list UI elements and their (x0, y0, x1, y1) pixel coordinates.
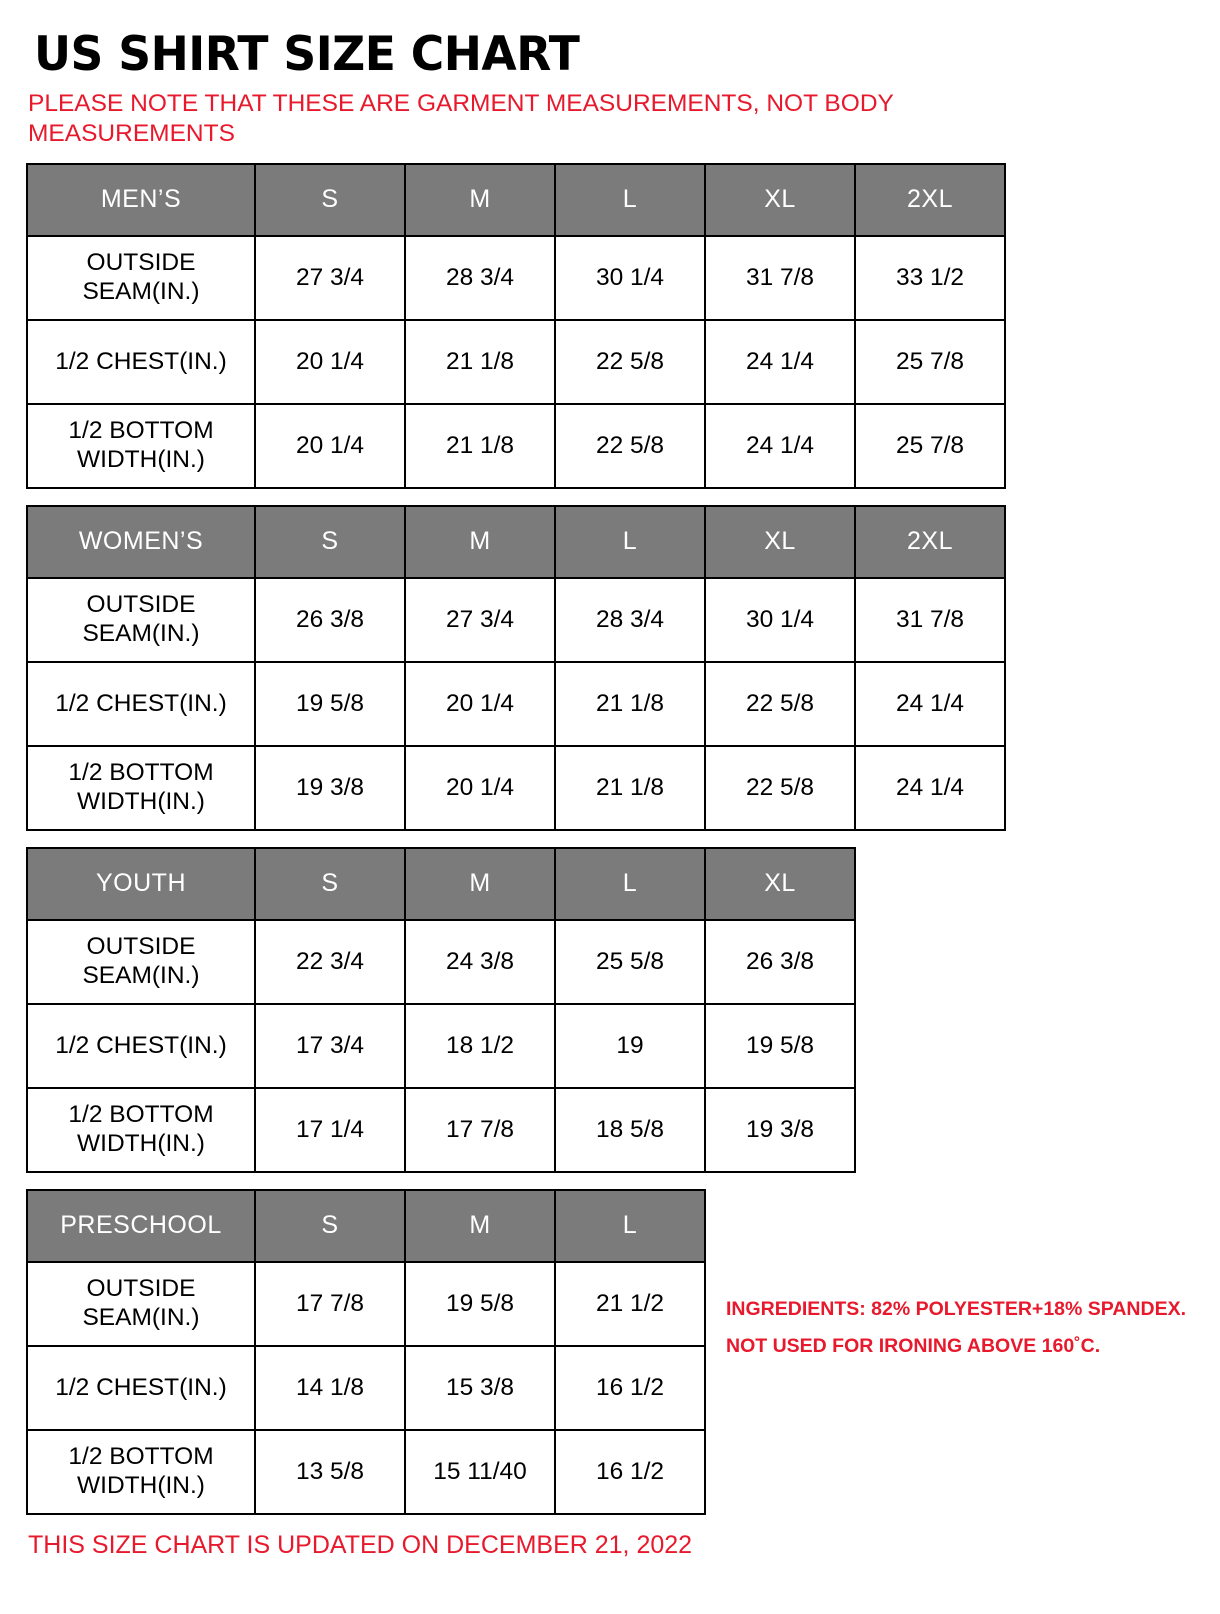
measurement-cell: 13 5/8 (255, 1430, 405, 1514)
measurement-cell: 21 1/8 (555, 662, 705, 746)
table-header-row (27, 1190, 705, 1262)
measurement-cell: 20 1/4 (405, 662, 555, 746)
measurement-cell: 19 3/8 (705, 1088, 855, 1172)
size-header: M (405, 164, 555, 236)
size-header: L (555, 848, 705, 920)
size-header: XL (705, 164, 855, 236)
size-table-youth (26, 847, 856, 1173)
measurement-cell: 14 1/8 (255, 1346, 405, 1430)
measurement-cell: 18 5/8 (555, 1088, 705, 1172)
size-header: 2XL (855, 506, 1005, 578)
table-row (27, 1262, 705, 1346)
row-label: 1/2 BOTTOM WIDTH(IN.) (27, 1088, 255, 1172)
ingredients-line-2: NOT USED FOR IRONING ABOVE 160˚C. (726, 1335, 1101, 1358)
table-row (27, 662, 1005, 746)
measurement-cell: 22 5/8 (555, 320, 705, 404)
row-label: 1/2 CHEST(IN.) (27, 320, 255, 404)
measurement-cell: 26 3/8 (255, 578, 405, 662)
table-row (27, 578, 1005, 662)
row-label: OUTSIDE SEAM(IN.) (27, 578, 255, 662)
table-row (27, 236, 1005, 320)
row-label: 1/2 BOTTOM WIDTH(IN.) (27, 1430, 255, 1514)
size-header: L (555, 164, 705, 236)
size-header: S (255, 164, 405, 236)
measurement-cell: 33 1/2 (855, 236, 1005, 320)
measurement-cell: 25 7/8 (855, 404, 1005, 488)
measurement-cell: 21 1/8 (555, 746, 705, 830)
measurement-cell: 15 3/8 (405, 1346, 555, 1430)
measurement-cell: 19 (555, 1004, 705, 1088)
table-header-row (27, 506, 1005, 578)
table-row (27, 746, 1005, 830)
row-label: OUTSIDE SEAM(IN.) (27, 920, 255, 1004)
row-label: 1/2 CHEST(IN.) (27, 1346, 255, 1430)
size-header: M (405, 1190, 555, 1262)
measurement-cell: 19 5/8 (255, 662, 405, 746)
size-header: L (555, 1190, 705, 1262)
ingredients-note (726, 1291, 1186, 1365)
table-row (27, 1004, 855, 1088)
size-header: S (255, 506, 405, 578)
measurement-cell: 17 3/4 (255, 1004, 405, 1088)
size-header: M (405, 506, 555, 578)
measurement-cell: 28 3/4 (555, 578, 705, 662)
measurement-cell: 25 7/8 (855, 320, 1005, 404)
table-row (27, 1088, 855, 1172)
measurement-cell: 20 1/4 (405, 746, 555, 830)
row-label: OUTSIDE SEAM(IN.) (27, 1262, 255, 1346)
measurement-cell: 17 7/8 (405, 1088, 555, 1172)
row-label: 1/2 BOTTOM WIDTH(IN.) (27, 746, 255, 830)
row-label: 1/2 CHEST(IN.) (27, 1004, 255, 1088)
measurement-cell: 16 1/2 (555, 1346, 705, 1430)
table-row (27, 320, 1005, 404)
tables-container (26, 163, 1194, 1515)
measurement-cell: 24 3/8 (405, 920, 555, 1004)
measurement-cell: 22 5/8 (555, 404, 705, 488)
measurement-cell: 30 1/4 (555, 236, 705, 320)
measurement-cell: 19 3/8 (255, 746, 405, 830)
row-label: 1/2 CHEST(IN.) (27, 662, 255, 746)
measurement-cell: 19 5/8 (405, 1262, 555, 1346)
measurement-cell: 27 3/4 (255, 236, 405, 320)
measurement-cell: 31 7/8 (705, 236, 855, 320)
measurement-cell: 19 5/8 (705, 1004, 855, 1088)
measurement-cell: 17 1/4 (255, 1088, 405, 1172)
measurement-cell: 18 1/2 (405, 1004, 555, 1088)
measurement-note: PLEASE NOTE THAT THESE ARE GARMENT MEASUREMENTS, NOT BODY MEASUREMENTS (28, 90, 894, 148)
measurement-cell: 24 1/4 (855, 662, 1005, 746)
measurement-cell: 28 3/4 (405, 236, 555, 320)
row-label: OUTSIDE SEAM(IN.) (27, 236, 255, 320)
category-header: WOMEN’S (27, 506, 255, 578)
measurement-cell: 22 5/8 (705, 746, 855, 830)
table-row (27, 920, 855, 1004)
measurement-cell: 21 1/8 (405, 320, 555, 404)
table-header-row (27, 164, 1005, 236)
ingredients-line-1: INGREDIENTS: 82% POLYESTER+18% SPANDEX. (726, 1298, 1187, 1321)
size-table-mens (26, 163, 1006, 489)
size-header: XL (705, 848, 855, 920)
row-label: 1/2 BOTTOM WIDTH(IN.) (27, 404, 255, 488)
size-table-preschool (26, 1189, 706, 1515)
measurement-cell: 21 1/8 (405, 404, 555, 488)
measurement-cell: 26 3/8 (705, 920, 855, 1004)
measurement-cell: 27 3/4 (405, 578, 555, 662)
measurement-cell: 20 1/4 (255, 404, 405, 488)
measurement-cell: 22 3/4 (255, 920, 405, 1004)
table-row (27, 404, 1005, 488)
measurement-cell: 20 1/4 (255, 320, 405, 404)
measurement-cell: 30 1/4 (705, 578, 855, 662)
category-header: YOUTH (27, 848, 255, 920)
measurement-cell: 22 5/8 (705, 662, 855, 746)
table-row (27, 1346, 705, 1430)
update-footer: THIS SIZE CHART IS UPDATED ON DECEMBER 21, 2022 (28, 1531, 693, 1560)
measurement-cell: 24 1/4 (705, 404, 855, 488)
size-header: S (255, 1190, 405, 1262)
measurement-cell: 31 7/8 (855, 578, 1005, 662)
size-header: L (555, 506, 705, 578)
table-row (27, 1430, 705, 1514)
measurement-cell: 17 7/8 (255, 1262, 405, 1346)
measurement-cell: 21 1/2 (555, 1262, 705, 1346)
size-table-womens (26, 505, 1006, 831)
measurement-cell: 15 11/40 (405, 1430, 555, 1514)
table-header-row (27, 848, 855, 920)
measurement-cell: 24 1/4 (855, 746, 1005, 830)
category-header: MEN’S (27, 164, 255, 236)
size-header: 2XL (855, 164, 1005, 236)
size-header: S (255, 848, 405, 920)
size-header: M (405, 848, 555, 920)
page-title: US SHIRT SIZE CHART (34, 27, 580, 82)
size-header: XL (705, 506, 855, 578)
measurement-cell: 24 1/4 (705, 320, 855, 404)
measurement-cell: 16 1/2 (555, 1430, 705, 1514)
measurement-cell: 25 5/8 (555, 920, 705, 1004)
category-header: PRESCHOOL (27, 1190, 255, 1262)
